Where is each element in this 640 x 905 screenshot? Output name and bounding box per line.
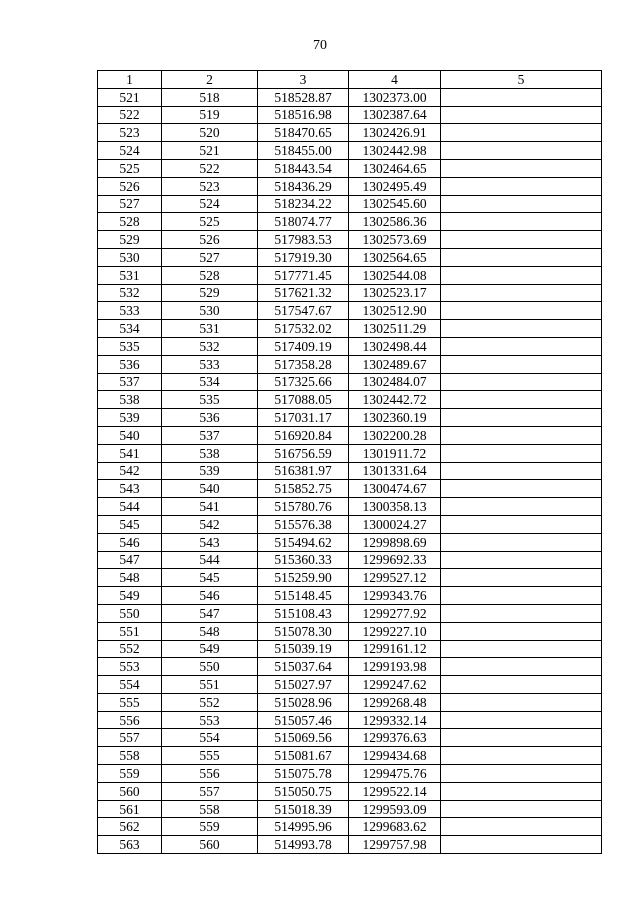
- table-row: [98, 498, 602, 516]
- table-cell: 557: [162, 782, 258, 800]
- table-cell: 514993.78: [258, 836, 349, 854]
- table-cell: 551: [162, 676, 258, 694]
- table-cell: 556: [98, 711, 162, 729]
- table-row: [98, 622, 602, 640]
- table-row: [98, 391, 602, 409]
- table-cell: [441, 195, 602, 213]
- table-cell: 518443.54: [258, 159, 349, 177]
- table-cell: 1302442.98: [349, 142, 441, 160]
- table-cell: 518234.22: [258, 195, 349, 213]
- table-cell: [441, 818, 602, 836]
- table-cell: 1302564.65: [349, 248, 441, 266]
- table-cell: 550: [162, 658, 258, 676]
- table-row: [98, 729, 602, 747]
- table-cell: [441, 498, 602, 516]
- table-cell: [441, 426, 602, 444]
- table-cell: 1302512.90: [349, 302, 441, 320]
- table-cell: 525: [98, 159, 162, 177]
- table-cell: 532: [98, 284, 162, 302]
- table-cell: 1299475.76: [349, 765, 441, 783]
- table-cell: 1302442.72: [349, 391, 441, 409]
- table-cell: 1301911.72: [349, 444, 441, 462]
- table-row: [98, 337, 602, 355]
- table-cell: 525: [162, 213, 258, 231]
- table-row: [98, 658, 602, 676]
- table-cell: 535: [98, 337, 162, 355]
- table-cell: 552: [98, 640, 162, 658]
- table-row: [98, 747, 602, 765]
- table-cell: 1302523.17: [349, 284, 441, 302]
- table-row: [98, 551, 602, 569]
- table-cell: [441, 604, 602, 622]
- table-cell: [441, 836, 602, 854]
- table-cell: [441, 587, 602, 605]
- table-cell: 553: [98, 658, 162, 676]
- table-cell: 515852.75: [258, 480, 349, 498]
- table-body: [98, 88, 602, 853]
- table-row: [98, 587, 602, 605]
- table-cell: 559: [162, 818, 258, 836]
- table-cell: 515075.78: [258, 765, 349, 783]
- table-cell: 1302484.07: [349, 373, 441, 391]
- table-cell: 543: [162, 533, 258, 551]
- table-cell: 517031.17: [258, 409, 349, 427]
- table-cell: 515069.56: [258, 729, 349, 747]
- table-cell: 529: [98, 231, 162, 249]
- table-cell: [441, 373, 602, 391]
- table-cell: 1299193.98: [349, 658, 441, 676]
- table-cell: 515050.75: [258, 782, 349, 800]
- table-cell: 551: [98, 622, 162, 640]
- table-cell: 517547.67: [258, 302, 349, 320]
- table-cell: 519: [162, 106, 258, 124]
- table-cell: 1299277.92: [349, 604, 441, 622]
- table-header: [98, 71, 602, 89]
- table-cell: 1299522.14: [349, 782, 441, 800]
- table-cell: 1302373.00: [349, 88, 441, 106]
- table-cell: 1299343.76: [349, 587, 441, 605]
- table-cell: [441, 622, 602, 640]
- table-cell: 554: [98, 676, 162, 694]
- table-cell: 518528.87: [258, 88, 349, 106]
- table-cell: 538: [98, 391, 162, 409]
- table-cell: 545: [162, 569, 258, 587]
- table-cell: 540: [162, 480, 258, 498]
- table-cell: 1299247.62: [349, 676, 441, 694]
- table-cell: 515027.97: [258, 676, 349, 694]
- table-cell: 554: [162, 729, 258, 747]
- table-cell: 517409.19: [258, 337, 349, 355]
- table-cell: [441, 320, 602, 338]
- table-row: [98, 765, 602, 783]
- table-cell: 563: [98, 836, 162, 854]
- table-cell: 541: [98, 444, 162, 462]
- table-cell: 518074.77: [258, 213, 349, 231]
- table-row: [98, 676, 602, 694]
- table-cell: [441, 711, 602, 729]
- table-cell: 532: [162, 337, 258, 355]
- column-header: 1: [98, 71, 162, 89]
- table-cell: 529: [162, 284, 258, 302]
- table-cell: 522: [162, 159, 258, 177]
- table-cell: 561: [98, 800, 162, 818]
- table-cell: 521: [162, 142, 258, 160]
- table-cell: 523: [98, 124, 162, 142]
- table-cell: [441, 124, 602, 142]
- table-cell: 1299757.98: [349, 836, 441, 854]
- table-cell: 560: [98, 782, 162, 800]
- table-cell: 517325.66: [258, 373, 349, 391]
- table-cell: [441, 159, 602, 177]
- table-row: [98, 373, 602, 391]
- table-cell: [441, 729, 602, 747]
- table-row: [98, 533, 602, 551]
- table-cell: 517771.45: [258, 266, 349, 284]
- table-cell: 518: [162, 88, 258, 106]
- table-cell: [441, 142, 602, 160]
- table-row: [98, 159, 602, 177]
- table-cell: 539: [98, 409, 162, 427]
- table-cell: 546: [162, 587, 258, 605]
- table-cell: 1302426.91: [349, 124, 441, 142]
- table-cell: 548: [162, 622, 258, 640]
- table-cell: [441, 231, 602, 249]
- table-cell: 1300474.67: [349, 480, 441, 498]
- table-row: [98, 177, 602, 195]
- table-row: [98, 231, 602, 249]
- table-cell: 1302586.36: [349, 213, 441, 231]
- table-cell: 516920.84: [258, 426, 349, 444]
- table-cell: 558: [98, 747, 162, 765]
- table-cell: 515078.30: [258, 622, 349, 640]
- table-cell: 1299332.14: [349, 711, 441, 729]
- table-cell: 527: [98, 195, 162, 213]
- table-cell: [441, 409, 602, 427]
- table-cell: [441, 800, 602, 818]
- table-cell: 515259.90: [258, 569, 349, 587]
- table-cell: 536: [98, 355, 162, 373]
- table-cell: [441, 551, 602, 569]
- table-cell: 1302387.64: [349, 106, 441, 124]
- table-cell: [441, 782, 602, 800]
- table-cell: 1299593.09: [349, 800, 441, 818]
- table-cell: 517919.30: [258, 248, 349, 266]
- table-cell: 526: [98, 177, 162, 195]
- page-number: 70: [313, 38, 327, 53]
- table-cell: 535: [162, 391, 258, 409]
- table-cell: 515037.64: [258, 658, 349, 676]
- table-cell: 1302498.44: [349, 337, 441, 355]
- table-row: [98, 302, 602, 320]
- table-cell: 1300024.27: [349, 515, 441, 533]
- table-cell: 1302511.29: [349, 320, 441, 338]
- table-cell: 522: [98, 106, 162, 124]
- table-row: [98, 409, 602, 427]
- table-cell: 559: [98, 765, 162, 783]
- column-header: 2: [162, 71, 258, 89]
- table-row: [98, 195, 602, 213]
- table-cell: 520: [162, 124, 258, 142]
- table-cell: [441, 533, 602, 551]
- table-cell: 558: [162, 800, 258, 818]
- table-cell: 518516.98: [258, 106, 349, 124]
- table-cell: 515576.38: [258, 515, 349, 533]
- table-cell: 531: [162, 320, 258, 338]
- table-cell: 515057.46: [258, 711, 349, 729]
- table-cell: 1299527.12: [349, 569, 441, 587]
- table-cell: 516381.97: [258, 462, 349, 480]
- table-cell: [441, 569, 602, 587]
- table-cell: 556: [162, 765, 258, 783]
- table-cell: 515148.45: [258, 587, 349, 605]
- table-row: [98, 355, 602, 373]
- table-row: [98, 462, 602, 480]
- table-cell: [441, 177, 602, 195]
- table-row: [98, 320, 602, 338]
- table-cell: 562: [98, 818, 162, 836]
- table-cell: 530: [162, 302, 258, 320]
- table-cell: [441, 284, 602, 302]
- table-cell: [441, 302, 602, 320]
- table-row: [98, 569, 602, 587]
- table-cell: 1302573.69: [349, 231, 441, 249]
- header-row: [98, 71, 602, 89]
- table-row: [98, 88, 602, 106]
- table-cell: 537: [98, 373, 162, 391]
- table-cell: 528: [162, 266, 258, 284]
- table-cell: 1299434.68: [349, 747, 441, 765]
- table-cell: [441, 391, 602, 409]
- table-cell: 550: [98, 604, 162, 622]
- table-cell: 1299227.10: [349, 622, 441, 640]
- table-row: [98, 106, 602, 124]
- table-row: [98, 711, 602, 729]
- table-cell: 1302200.28: [349, 426, 441, 444]
- table-cell: [441, 480, 602, 498]
- table-row: [98, 124, 602, 142]
- table-cell: 548: [98, 569, 162, 587]
- table-cell: 521: [98, 88, 162, 106]
- table-cell: 515039.19: [258, 640, 349, 658]
- table-cell: [441, 747, 602, 765]
- table-cell: 534: [98, 320, 162, 338]
- table-cell: 555: [162, 747, 258, 765]
- table-cell: [441, 640, 602, 658]
- table-row: [98, 782, 602, 800]
- table-cell: 515494.62: [258, 533, 349, 551]
- table-cell: 1299161.12: [349, 640, 441, 658]
- table-cell: 531: [98, 266, 162, 284]
- table-cell: 539: [162, 462, 258, 480]
- table-cell: [441, 765, 602, 783]
- table-cell: 533: [162, 355, 258, 373]
- table-cell: 530: [98, 248, 162, 266]
- table-cell: [441, 462, 602, 480]
- table-cell: 1302495.49: [349, 177, 441, 195]
- table-cell: 1299268.48: [349, 693, 441, 711]
- table-cell: 555: [98, 693, 162, 711]
- table-cell: 544: [98, 498, 162, 516]
- table-cell: 542: [162, 515, 258, 533]
- table-row: [98, 213, 602, 231]
- table-cell: 552: [162, 693, 258, 711]
- table-row: [98, 248, 602, 266]
- table-cell: 518436.29: [258, 177, 349, 195]
- table-cell: 557: [98, 729, 162, 747]
- table-row: [98, 836, 602, 854]
- column-header: 4: [349, 71, 441, 89]
- table-cell: 527: [162, 248, 258, 266]
- table-cell: 1300358.13: [349, 498, 441, 516]
- table-row: [98, 142, 602, 160]
- table-cell: 549: [162, 640, 258, 658]
- table-cell: [441, 213, 602, 231]
- table-cell: 541: [162, 498, 258, 516]
- table-row: [98, 266, 602, 284]
- table-row: [98, 515, 602, 533]
- table-cell: 1299692.33: [349, 551, 441, 569]
- table-cell: 534: [162, 373, 258, 391]
- table-cell: [441, 106, 602, 124]
- table-row: [98, 480, 602, 498]
- table-row: [98, 284, 602, 302]
- table-cell: 538: [162, 444, 258, 462]
- table-row: [98, 800, 602, 818]
- table-cell: 544: [162, 551, 258, 569]
- table-cell: 516756.59: [258, 444, 349, 462]
- table-cell: 537: [162, 426, 258, 444]
- table-cell: 515108.43: [258, 604, 349, 622]
- table-cell: 524: [162, 195, 258, 213]
- table-cell: 560: [162, 836, 258, 854]
- table-cell: 523: [162, 177, 258, 195]
- table-cell: 1301331.64: [349, 462, 441, 480]
- table-cell: 1302489.67: [349, 355, 441, 373]
- table-cell: [441, 444, 602, 462]
- table-row: [98, 818, 602, 836]
- table-cell: 1302360.19: [349, 409, 441, 427]
- table-cell: 549: [98, 587, 162, 605]
- table-cell: 533: [98, 302, 162, 320]
- table-cell: [441, 355, 602, 373]
- table-cell: 515028.96: [258, 693, 349, 711]
- table-cell: [441, 676, 602, 694]
- table-cell: 514995.96: [258, 818, 349, 836]
- table-cell: 515780.76: [258, 498, 349, 516]
- table-cell: 542: [98, 462, 162, 480]
- table-cell: [441, 88, 602, 106]
- table-cell: 1302545.60: [349, 195, 441, 213]
- table-row: [98, 640, 602, 658]
- table-cell: 545: [98, 515, 162, 533]
- table-cell: 517358.28: [258, 355, 349, 373]
- table-cell: [441, 693, 602, 711]
- column-header: 5: [441, 71, 602, 89]
- table-cell: [441, 266, 602, 284]
- table-row: [98, 444, 602, 462]
- table-cell: [441, 658, 602, 676]
- table-cell: 526: [162, 231, 258, 249]
- table-cell: 517088.05: [258, 391, 349, 409]
- table-cell: 515360.33: [258, 551, 349, 569]
- column-header: 3: [258, 71, 349, 89]
- table-row: [98, 604, 602, 622]
- table-cell: 1302464.65: [349, 159, 441, 177]
- table-cell: [441, 248, 602, 266]
- table-cell: 517532.02: [258, 320, 349, 338]
- table-cell: 518455.00: [258, 142, 349, 160]
- table-cell: 524: [98, 142, 162, 160]
- table-cell: [441, 337, 602, 355]
- table-cell: 515018.39: [258, 800, 349, 818]
- coordinates-table: [97, 70, 602, 854]
- table-cell: 1302544.08: [349, 266, 441, 284]
- table-cell: 540: [98, 426, 162, 444]
- table-cell: [441, 515, 602, 533]
- table-cell: 1299898.69: [349, 533, 441, 551]
- table-cell: 547: [162, 604, 258, 622]
- table-cell: 547: [98, 551, 162, 569]
- table-cell: 528: [98, 213, 162, 231]
- table-cell: 515081.67: [258, 747, 349, 765]
- table-cell: 1299376.63: [349, 729, 441, 747]
- table-row: [98, 693, 602, 711]
- table-cell: 543: [98, 480, 162, 498]
- table-cell: 536: [162, 409, 258, 427]
- table-row: [98, 426, 602, 444]
- table-cell: 518470.65: [258, 124, 349, 142]
- table-cell: 517621.32: [258, 284, 349, 302]
- table-cell: 517983.53: [258, 231, 349, 249]
- table-cell: 1299683.62: [349, 818, 441, 836]
- table-cell: 546: [98, 533, 162, 551]
- table-cell: 553: [162, 711, 258, 729]
